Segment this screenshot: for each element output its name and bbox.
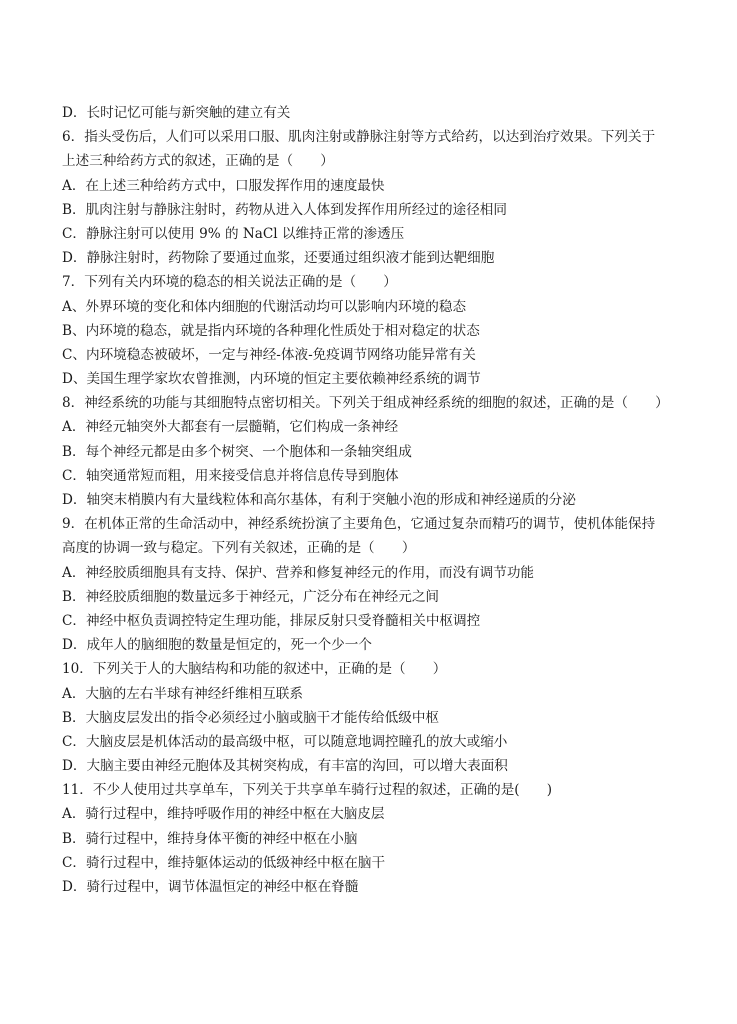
text-line: D．大脑主要由神经元胞体及其树突构成，有丰富的沟回，可以增大表面积 [62,758,508,775]
text-line: C．轴突通常短而粗，用来接受信息并将信息传导到胞体 [62,467,399,484]
text-line: 高度的协调一致与稳定。下列有关叙述，正确的是（ ） [62,540,416,557]
text-line: B．每个神经元都是由多个树突、一个胞体和一条轴突组成 [62,443,412,460]
question-text [62,101,692,899]
text-line: D．长时记忆可能与新突触的建立有关 [62,105,291,121]
text-line: C．静脉注射可以使用 9% 的 NaCl 以维持正常的渗透压 [62,225,405,242]
text-line: A、外界环境的变化和体内细胞的代谢活动均可以影响内环境的稳态 [62,298,467,315]
text-line: 上述三种给药方式的叙述，正确的是（ ） [62,153,334,170]
text-line: C．大脑皮层是机体活动的最高级中枢，可以随意地调控瞳孔的放大或缩小 [62,733,508,750]
text-line: B、内环境的稳态，就是指内环境的各种理化性质处于相对稳定的状态 [62,322,480,339]
text-line: C、内环境稳态被破坏，一定与神经-体液-免疫调节网络功能异常有关 [62,346,476,363]
text-line: B．肌肉注射与静脉注射时，药物从进入人体到发挥作用所经过的途径相同 [62,201,507,218]
text-line: D．骑行过程中，调节体温恒定的神经中枢在脊髓 [62,879,359,895]
text-line: B．神经胶质细胞的数量远多于神经元，广泛分布在神经元之间 [62,588,440,605]
text-line: C．骑行过程中，维持躯体运动的低级神经中枢在脑干 [62,854,386,871]
text-line: D．轴突末梢膜内有大量线粒体和高尔基体，有利于突触小泡的形成和神经递质的分泌 [62,492,576,508]
text-line: 10．下列关于人的大脑结构和功能的叙述中，正确的是（ ） [62,661,447,678]
text-line: A．神经元轴突外大都套有一层髓鞘，它们构成一条神经 [62,419,399,436]
text-line: 9．在机体正常的生命活动中，神经系统扮演了主要角色，它通过复杂而精巧的调节，使机体能保持 [62,516,656,533]
text-line: 6．指头受伤后，人们可以采用口服、肌肉注射或静脉注射等方式给药，以达到治疗效果。下列关于 [62,129,656,146]
text-line: D、美国生理学家坎农曾推测，内环境的恒定主要依赖神经系统的调节 [62,371,481,388]
text-line: A．大脑的左右半球有神经纤维相互联系 [62,685,303,702]
text-line: A．神经胶质细胞具有支持、保护、营养和修复神经元的作用，而没有调节功能 [62,564,535,581]
text-line: D．静脉注射时，药物除了要通过血浆，还要通过组织液才能到达靶细胞 [62,250,495,267]
text-line: A．骑行过程中，维持呼吸作用的神经中枢在大脑皮层 [62,806,385,823]
text-line: C．神经中枢负责调控特定生理功能，排尿反射只受脊髓相关中枢调控 [62,612,481,629]
text-line: D．成年人的脑细胞的数量是恒定的，死一个少一个 [62,637,372,654]
text-line: B．大脑皮层发出的指令必须经过小脑或脑干才能传给低级中枢 [62,709,440,726]
text-line: 8．神经系统的功能与其细胞特点密切相关。下列关于组成神经系统的细胞的叙述，正确的是（ ） [62,395,669,412]
text-line: 7．下列有关内环境的稳态的相关说法正确的是（ ） [62,274,397,291]
text-line: B．骑行过程中，维持身体平衡的神经中枢在小脑 [62,830,358,847]
text-line: 11．不少人使用过共享单车，下列关于共享单车骑行过程的叙述，正确的是( ) [62,782,553,799]
text-line: A．在上述三种给药方式中，口服发挥作用的速度最快 [62,177,385,194]
